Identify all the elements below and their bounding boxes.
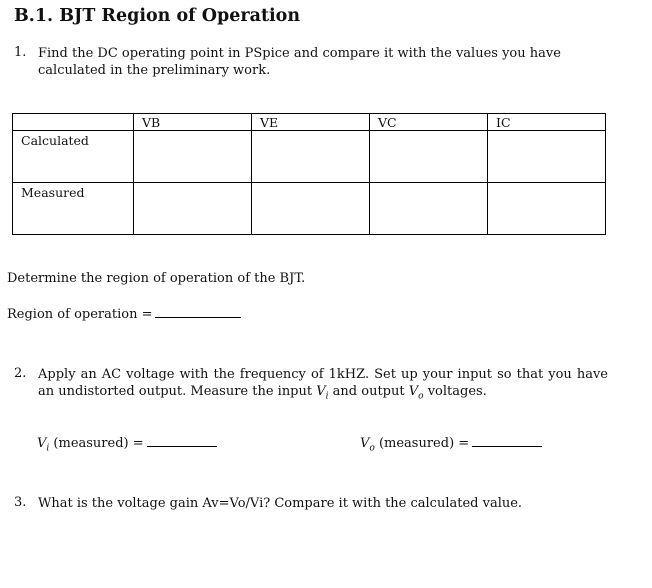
table-cell[interactable] [252, 131, 370, 183]
vi-measured-symbol: $V_i$ [37, 436, 50, 454]
region-answer-blank[interactable] [155, 305, 241, 318]
vi-measured-label: (measured) = [53, 436, 144, 451]
q2-text-part1: Apply an AC voltage with the frequency of 1kHZ. Set up your input so that you have an undistorted output. Measure the input [38, 367, 608, 399]
question-1-number: 1. [14, 45, 27, 60]
section-heading: B.1. BJT Region of Operation [14, 6, 301, 26]
table-cell[interactable] [488, 183, 606, 235]
table-cell[interactable] [488, 131, 606, 183]
region-of-operation-line [7, 305, 241, 322]
question-3-number: 3. [14, 495, 27, 510]
vo-answer-blank[interactable] [472, 434, 542, 447]
dc-operating-point-table [12, 113, 606, 235]
vi-answer-blank[interactable] [147, 434, 217, 447]
table-cell[interactable] [134, 183, 252, 235]
q2-text-part2: and output [332, 384, 405, 399]
table-row [13, 131, 606, 183]
table-cell[interactable] [370, 131, 488, 183]
vo-measured-label: (measured) = [378, 436, 470, 451]
question-2-text [38, 366, 608, 406]
row-label-calculated: Calculated [13, 131, 134, 183]
table-header-cell [13, 114, 134, 131]
table-header-cell: VC [370, 114, 488, 131]
region-label: Region of operation = [7, 307, 153, 322]
question-3-text: What is the voltage gain Av=Vo/Vi? Compare it with the calculated value. [38, 496, 523, 511]
q2-text-part3: voltages. [427, 384, 487, 399]
table-header-cell: VB [134, 114, 252, 131]
vo-measured-line [360, 434, 542, 454]
row-label-measured: Measured [13, 183, 134, 235]
table-header-cell: IC [488, 114, 606, 131]
vi-measured-line [37, 434, 217, 454]
question-2-number: 2. [14, 366, 27, 381]
question-1-text: Find the DC operating point in PSpice and compare it with the values you have calculated in the preliminary work. [38, 46, 561, 78]
table-header-cell: VE [252, 114, 370, 131]
determine-region-text: Determine the region of operation of the BJT. [7, 271, 306, 286]
vo-symbol: $V_o$ [408, 384, 424, 402]
table-row [13, 183, 606, 235]
table-cell[interactable] [252, 183, 370, 235]
table-header-row [13, 114, 606, 131]
table-cell[interactable] [370, 183, 488, 235]
table-cell[interactable] [134, 131, 252, 183]
vi-symbol: $V_i$ [316, 384, 329, 402]
vo-measured-symbol: $V_o$ [360, 436, 375, 454]
